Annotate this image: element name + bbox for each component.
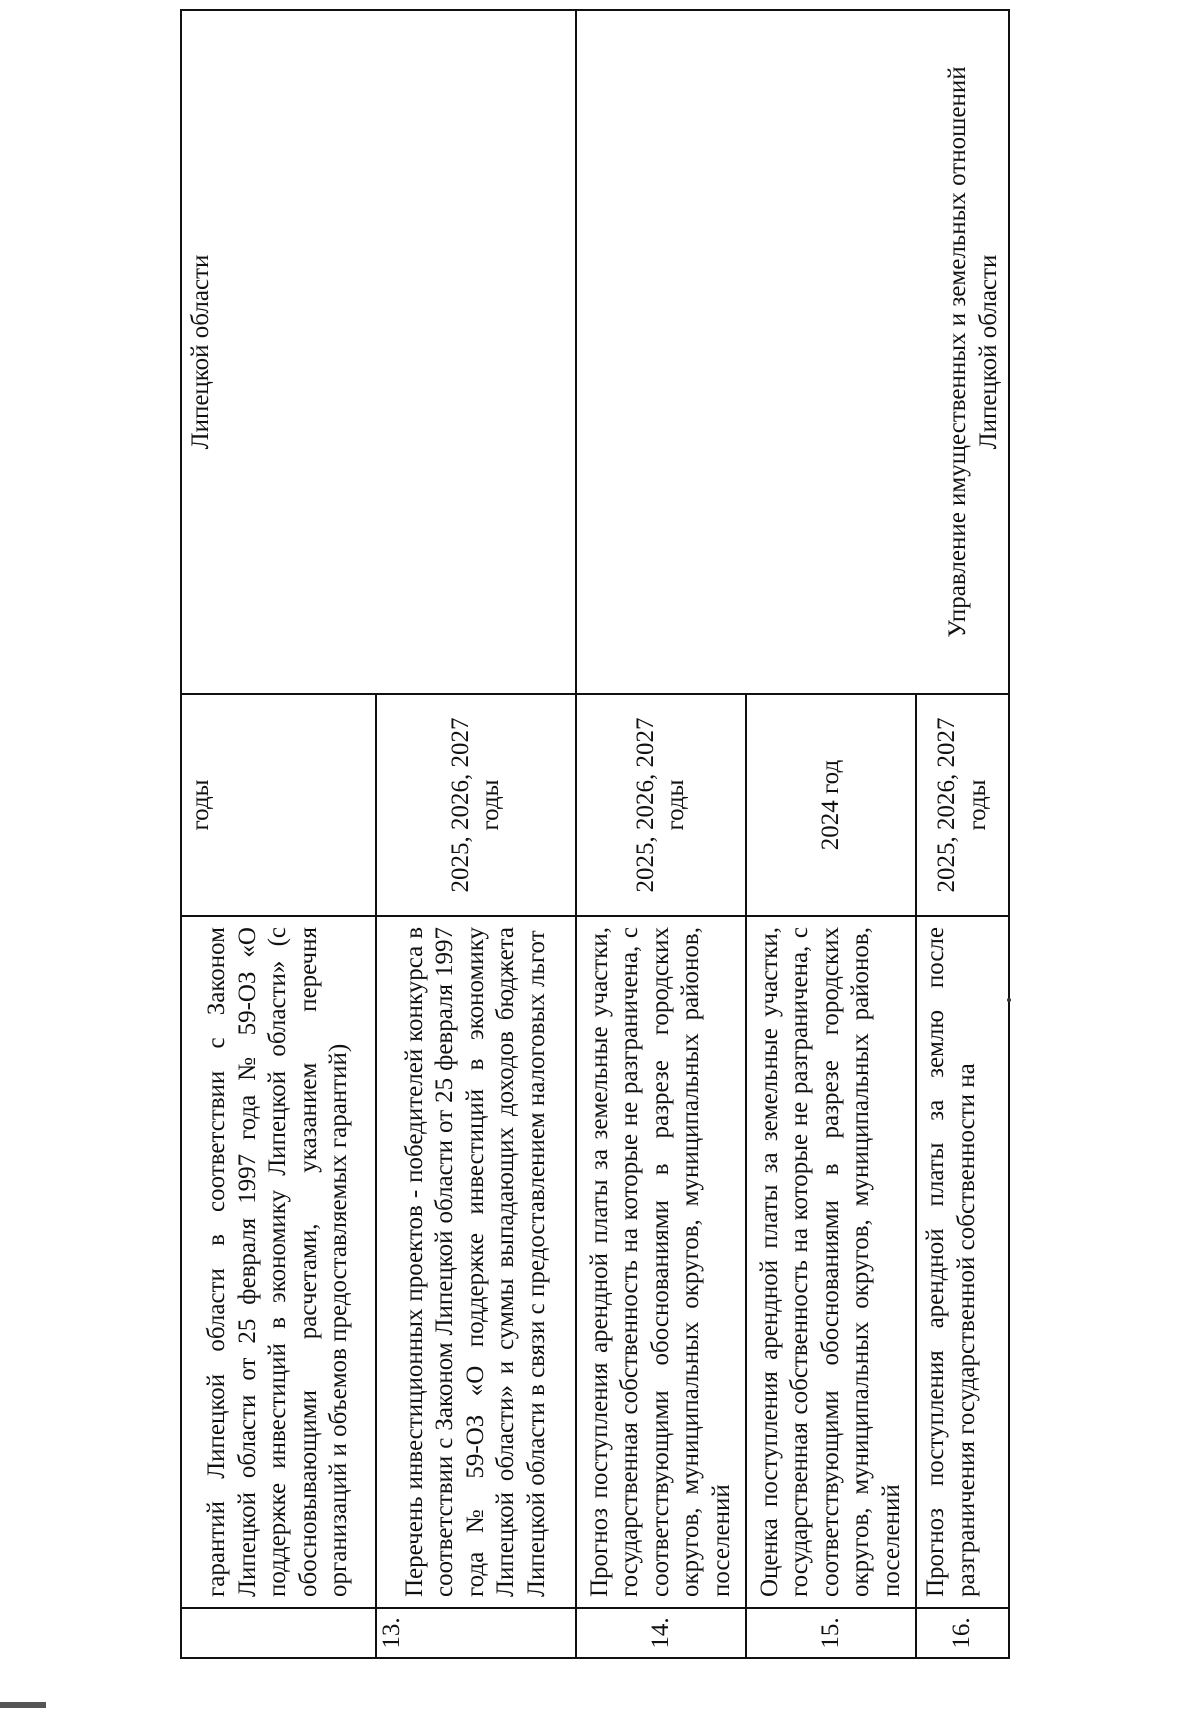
table-row [576, 10, 746, 1658]
row-number: 16. [916, 1608, 1009, 1658]
scan-edge-mark [0, 1702, 46, 1708]
table-row [181, 10, 376, 1658]
row-description: Прогноз поступления арендной платы за земельные участки, государственная собственность на которые не разграничена, с соответствующими обоснованиями в разрезе городских округов, муниципальных округов, муниципальных районов, поселений [576, 916, 746, 1608]
document-table [180, 9, 1010, 1659]
row-period: 2024 год [746, 694, 916, 916]
responsible-cell: Управление имущественных и земельных отношений Липецкой области [576, 10, 1009, 694]
scan-speck [1007, 998, 1011, 1002]
row-period: годы [181, 694, 376, 916]
rotated-table-container [180, 66, 1010, 1659]
row-description: Прогноз поступления арендной платы за землю после разграничения государственной собственности на [916, 916, 1009, 1608]
row-description: Перечень инвестиционных проектов - победителей конкурса в соответствии с Законом Липецкой области от 25 февраля 1997 года № 59-ОЗ «О поддержке инвестиций в экономику Липецкой области» и суммы выпадающих доходов бюджета Липецкой области в связи с предоставлением налоговых льгот [376, 916, 576, 1608]
responsible-cell: Липецкой области [181, 10, 576, 694]
row-description: Оценка поступления арендной платы за земельные участки, государственная собственность на которые не разграничена, с соответствующими обоснованиями в разрезе городских округов, муниципальных округов, муниципальных районов, поселений [746, 916, 916, 1608]
row-number: 13. [376, 1608, 576, 1658]
row-period: 2025, 2026, 2027 годы [916, 694, 1009, 916]
row-number: 15. [746, 1608, 916, 1658]
row-period: 2025, 2026, 2027 годы [376, 694, 576, 916]
row-description: гарантий Липецкой области в соответствии с Законом Липецкой области от 25 февраля 1997 года № 59-ОЗ «О поддержке инвестиций в экономику Липецкой области» (с обосновывающими расчетами, указанием перечня организаций и объемов предоставляемых гарантий) [181, 916, 376, 1608]
row-number [181, 1608, 376, 1658]
row-number: 14. [576, 1608, 746, 1658]
row-period: 2025, 2026, 2027 годы [576, 694, 746, 916]
